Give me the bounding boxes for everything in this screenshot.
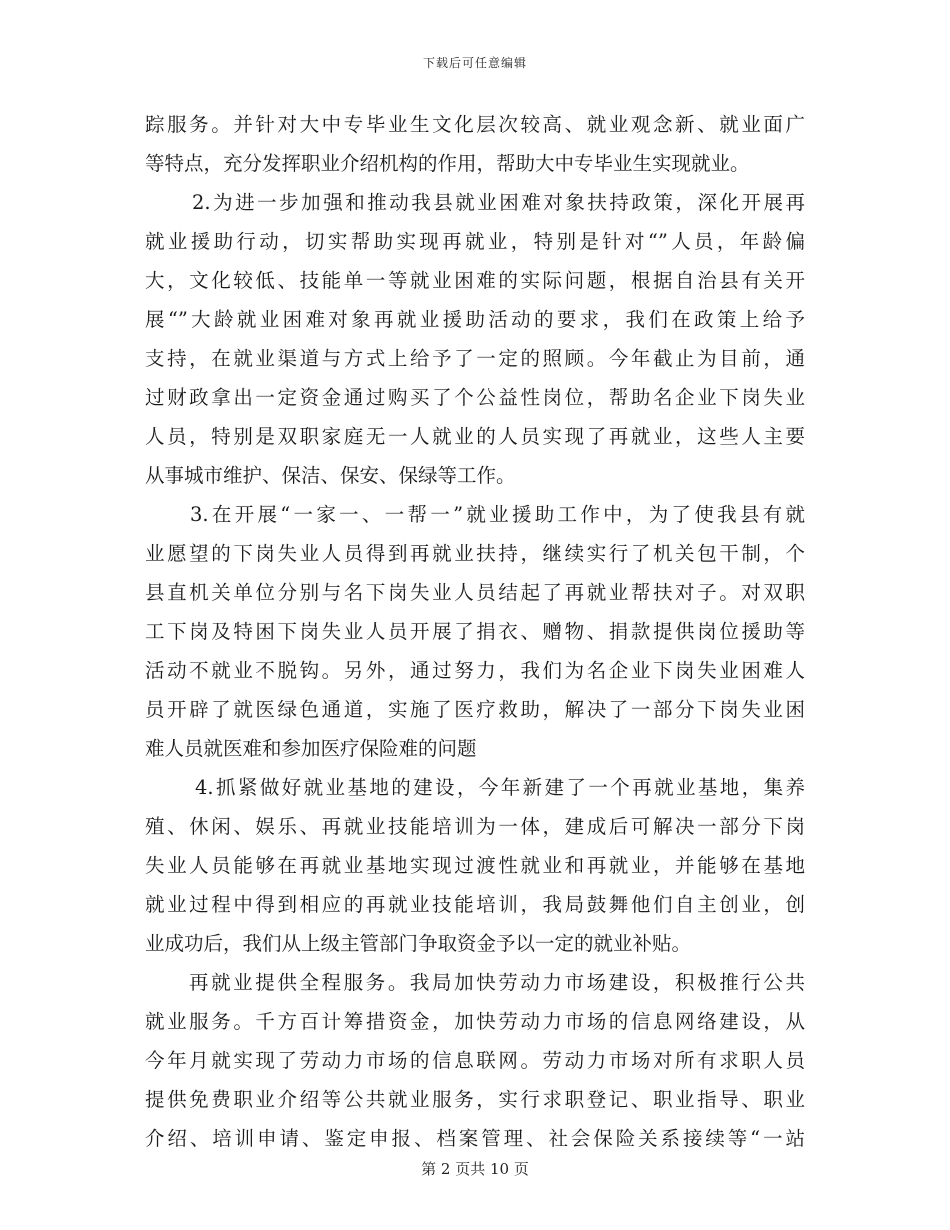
text-line: 支持，在就业渠道与方式上给予了一定的照顾。今年截止为目前，通 bbox=[145, 347, 805, 370]
text-line: 业愿望的下岗失业人员得到再就业扶持，继续实行了机关包干制，个 bbox=[145, 542, 805, 565]
text-line: 人员，特别是双职家庭无一人就业的人员实现了再就业，这些人主要 bbox=[145, 425, 805, 448]
text-line: 就业过程中得到相应的再就业技能培训，我局鼓舞他们自主创业，创 bbox=[145, 893, 805, 916]
paragraph-full-service bbox=[145, 963, 805, 1158]
text-line: 业成功后，我们从上级主管部门争取资金予以一定的就业补贴。 bbox=[145, 932, 692, 955]
text-line: 介绍、培训申请、鉴定申报、档案管理、社会保险关系接续等“一站 bbox=[145, 1127, 805, 1150]
page-number-footer: 第 2 页共 10 页 bbox=[421, 1160, 529, 1178]
text-line: 大，文化较低、技能单一等就业困难的实际问题，根据自治县有关开 bbox=[145, 269, 805, 292]
text-line: 3.在开展“一家一、一帮一”就业援助工作中，为了使我县有就 bbox=[190, 503, 805, 526]
paragraph-item-2 bbox=[145, 183, 805, 495]
text-line: 就业援助行动，切实帮助实现再就业，特别是针对“”人员，年龄偏 bbox=[145, 230, 805, 253]
text-line: 4.抓紧做好就业基地的建设，今年新建了一个再就业基地，集养 bbox=[195, 776, 805, 799]
text-line: 县直机关单位分别与名下岗失业人员结起了再就业帮扶对子。对双职 bbox=[145, 581, 805, 604]
text-line: 工下岗及特困下岗失业人员开展了捐衣、赠物、捐款提供岗位援助等 bbox=[145, 620, 805, 643]
text-line: 展“”大龄就业困难对象再就业援助活动的要求，我们在政策上给予 bbox=[145, 308, 805, 331]
text-line: 就业服务。千方百计筹措资金，加快劳动力市场的信息网络建设，从 bbox=[145, 1010, 805, 1033]
text-line: 殖、休闲、娱乐、再就业技能培训为一体，建成后可解决一部分下岗 bbox=[145, 815, 805, 838]
text-line: 失业人员能够在再就业基地实现过渡性就业和再就业，并能够在基地 bbox=[145, 854, 805, 877]
paragraph-item-4 bbox=[145, 768, 805, 963]
paragraph-tracking-service bbox=[145, 105, 805, 183]
text-line: 踪服务。并针对大中专毕业生文化层次较高、就业观念新、就业面广 bbox=[145, 113, 805, 136]
text-line: 从事城市维护、保洁、保安、保绿等工作。 bbox=[145, 464, 516, 487]
text-line: 等特点，充分发挥职业介绍机构的作用，帮助大中专毕业生实现就业。 bbox=[145, 152, 750, 175]
paragraph-item-3 bbox=[145, 495, 805, 768]
text-line: 提供免费职业介绍等公共就业服务，实行求职登记、职业指导、职业 bbox=[145, 1088, 805, 1111]
text-line: 员开辟了就医绿色通道，实施了医疗救助，解决了一部分下岗失业困 bbox=[145, 698, 805, 721]
page-header: 下载后可任意编辑 bbox=[422, 56, 527, 70]
text-line: 过财政拿出一定资金通过购买了个公益性岗位，帮助名企业下岗失业 bbox=[145, 386, 805, 409]
text-line: 2.为进一步加强和推动我县就业困难对象扶持政策，深化开展再 bbox=[192, 191, 805, 214]
text-line: 再就业提供全程服务。我局加快劳动力市场建设，积极推行公共 bbox=[189, 971, 805, 994]
document-body bbox=[145, 105, 805, 1158]
text-line: 今年月就实现了劳动力市场的信息联网。劳动力市场对所有求职人员 bbox=[145, 1049, 805, 1072]
text-line: 活动不就业不脱钩。另外，通过努力，我们为名企业下岗失业困难人 bbox=[145, 659, 805, 682]
text-line: 难人员就医难和参加医疗保险难的问题 bbox=[145, 737, 477, 760]
